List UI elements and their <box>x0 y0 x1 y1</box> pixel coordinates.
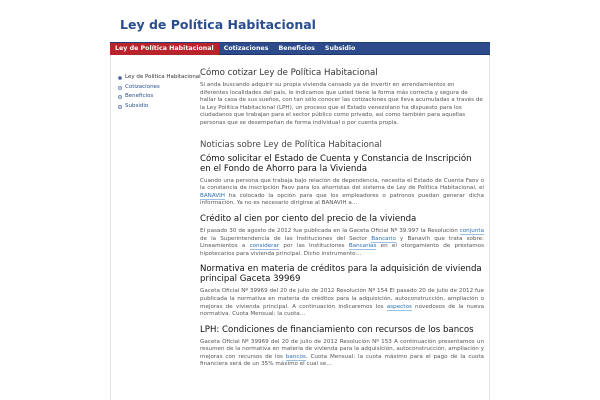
page-heading: Cómo cotizar Ley de Política Habitacional <box>200 68 378 78</box>
post-excerpt <box>200 228 484 258</box>
excerpt-text: y Banavih que trata sobre: Lineamientos a <box>200 235 484 250</box>
aspectos-link[interactable]: aspectos <box>386 303 412 310</box>
post-title-link[interactable]: Normativa en materia de créditos para la adquisición de vivienda principal Gaceta 39969 <box>200 264 482 285</box>
nav-item-beneficios[interactable]: Beneficios <box>278 45 315 52</box>
nav-item-cotizaciones[interactable]: Cotizaciones <box>223 45 269 52</box>
post-title-link[interactable]: LPH: Condiciones de financiamiento con recursos de los bancos <box>200 324 474 335</box>
excerpt-text: por las Instituciones <box>279 243 349 250</box>
banavih-link[interactable]: BANAVIH <box>200 192 225 199</box>
post-title-link[interactable]: Cómo solicitar el Estado de Cuenta y Constancia de Inscripción en el Fondo de Ahorro para la Vivienda <box>200 153 472 174</box>
sidebar-item-label: Beneficios <box>125 93 154 99</box>
bullet-icon <box>118 86 122 90</box>
excerpt-text: El pasado 30 de agosto de 2012 fue publicada en la Gaceta Oficial Nº 39.997 la Resolución <box>200 227 460 234</box>
news-post <box>200 214 484 258</box>
excerpt-text: en el otorgamiento de préstamos hipotecarios para vivienda principal. Dicho instrumento… <box>200 243 484 257</box>
news-heading: Noticias sobre Ley de Política Habitacional <box>200 139 382 150</box>
excerpt-text: ha colocado la opción para que los empleadores o patronos puedan generar dicha información. Ya no es necesario dirigirse al BANAVIH a… <box>200 192 484 207</box>
excerpt-text: de la Superintendencia de las Instituciones del Sector <box>200 235 372 242</box>
post-excerpt <box>200 288 484 318</box>
bullet-icon <box>118 76 122 80</box>
main-navigation <box>110 42 490 55</box>
sidebar-item-cotizaciones[interactable] <box>116 83 194 93</box>
news-post <box>200 264 484 318</box>
bullet-icon <box>118 105 122 109</box>
bullet-icon <box>118 95 122 99</box>
post-excerpt <box>200 339 484 369</box>
sidebar-item-ley-politica-habitacional[interactable] <box>116 73 201 83</box>
bancarias-link[interactable]: Bancarias <box>348 243 377 250</box>
post-excerpt <box>200 178 484 208</box>
sidebar-item-label: Subsidio <box>125 102 149 109</box>
intro-paragraph: Si anda buscando adquirir su propia vivienda cansado ya de invertir en arrendamientos en diferentes localidades del país, le indicamos que usted tiene la forma más correcta y segura de hallar la casa de sus sueños, con tan sólo conocer las cotizaciones que lleva acumuladas a través de la Ley Política Habitacional (LPH), un proceso que el Estado venezolano ha dispuesto para los ciudadanos que trabajan para el sector público como privado, así como también para aquellas personas que se desempeñan de forma individual o por cuenta propia. <box>200 82 483 126</box>
news-post <box>200 325 484 369</box>
sidebar-item-label: Ley de Política Habitacional <box>125 74 201 80</box>
bancos-link[interactable]: bancos <box>285 353 306 360</box>
excerpt-text: Gaceta Oficial Nº 39969 del 20 de julio de 2012 Resolución Nº 153 A continuación presentamos un resumen de la normativa en materia de vivienda para la adquisición, autoconstrucción, ampliación y mejoras con recursos de los <box>200 338 484 360</box>
post-title-link[interactable]: Crédito al cien por ciento del precio de la vivienda <box>200 213 417 224</box>
sidebar-item-subsidio[interactable] <box>116 102 194 112</box>
site-title-link[interactable]: Ley de Política Habitacional <box>120 17 316 32</box>
bancario-link[interactable]: Bancario <box>371 235 396 242</box>
nav-item-ley-politica-habitacional[interactable]: Ley de Política Habitacional <box>110 43 219 55</box>
page-margin <box>0 0 110 400</box>
site-header <box>110 4 490 42</box>
main-content <box>200 68 484 375</box>
excerpt-text: Cuando una persona que trabaja bajo relación de dependencia, necesita el Estado de Cuenta Faov o la constancia de inscripción Faov para los ahorristas del sistema de Ley de Política Habitacional, el <box>200 177 484 192</box>
sidebar <box>116 73 201 111</box>
news-post <box>200 154 484 208</box>
sidebar-item-label: Cotizaciones <box>125 83 160 90</box>
nav-item-subsidio[interactable]: Subsidio <box>324 45 356 52</box>
conjunta-link[interactable]: conjunta <box>459 227 484 234</box>
excerpt-text: Gaceta Oficial Nº 39969 del 20 de julio de 2012 Resolución Nº 154 El pasado 20 de julio de 2012 fue publicada la normativa en materia de créditos para la adquisición, autoconstrucción, ampliación o mejoras de vivienda principal. A continuación indicaremos los <box>200 288 484 310</box>
excerpt-text: . Cuota Mensual: la cuota máximo para el pago de la cuota financiera será de un 35% máximo el cual se… <box>200 353 484 368</box>
excerpt-text: novedosos de la nueva normativa. Cuota Mensual: la cuota… <box>200 303 484 318</box>
considerar-link[interactable]: considerar <box>249 243 280 250</box>
sidebar-item-beneficios[interactable] <box>116 92 194 102</box>
